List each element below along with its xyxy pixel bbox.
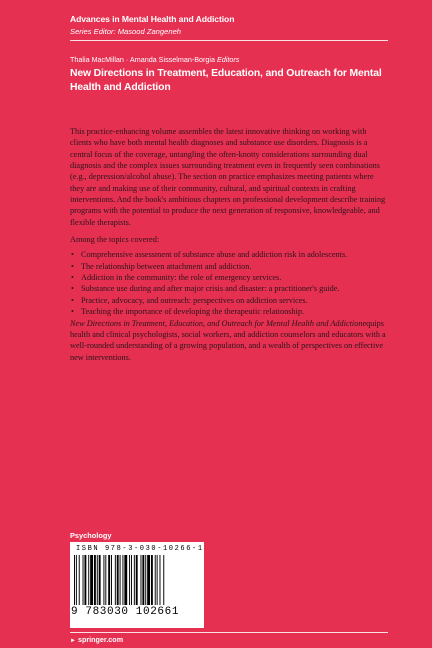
closing-paragraph: [70, 318, 388, 363]
series-title: Advances in Mental Health and Addiction: [70, 14, 235, 24]
list-item: • Substance use during and after major crisis and disaster: a practitioner's guide.: [70, 283, 388, 294]
topics-heading: Among the topics covered:: [70, 235, 160, 245]
publisher-website: [70, 635, 123, 644]
barcode-digits: 9 783030 102661: [71, 606, 180, 618]
book-title: New Directions in Treatment, Education, and Outreach for Mental Health and Addiction: [70, 68, 382, 93]
divider: [70, 40, 388, 41]
intro-paragraph: This practice-enhancing volume assembles the latest innovative thinking on working with clients who have both mental health diagnoses and substance use disorders. Diagnosis is a central focus of the coverage, untangling the often-knotty considerations surrounding dual diagnosis and the complex issues surrounding treatment even in frequently seen combinations (e.g., depression/alcohol abuse). The section on practice emphasizes meeting patients where they are and making use of their community, cultural, and spiritual contexts in crafting interventions. And the book's ambitious chapters on professional development describe training programs with the potential to produce the next generation of responsive, knowledgeable, and flexible therapists.: [70, 127, 386, 227]
book-editors: [70, 55, 239, 64]
topics-list: [70, 249, 388, 317]
website-text: springer.com: [77, 635, 124, 644]
barcode-icon: [74, 555, 200, 605]
description: [70, 126, 388, 363]
list-item: • Addiction in the community: the role of emergency services.: [70, 272, 388, 283]
divider: [70, 632, 388, 633]
list-item: • The relationship between attachment and addiction.: [70, 261, 388, 272]
closing-title: New Directions in Treatment, Education, and Outreach for Mental Health and Addiction: [70, 318, 363, 328]
editor-names: Thalia MacMillan · Amanda Sisselman-Borgia: [70, 55, 216, 64]
arrow-icon: ►: [70, 638, 76, 644]
closing-text: equips health and clinical psychologists, social workers, and addiction counselors and educators with a well-rounded understanding of a growing population, and a wealth of perspectives on effective new interventions.: [70, 318, 386, 362]
editor-role: Editors: [217, 55, 240, 64]
list-item: • Practice, advocacy, and outreach: perspectives on addiction services.: [70, 295, 388, 306]
subject-label: Psychology: [70, 531, 112, 540]
series-editor: Series Editor: Masood Zangeneh: [70, 27, 182, 36]
list-item: • Teaching the importance of developing the therapeutic relationship.: [70, 306, 388, 317]
barcode-box: [70, 542, 204, 628]
list-item: • Comprehensive assessment of substance abuse and addiction risk in adolescents.: [70, 249, 388, 260]
isbn-label: ISBN 978-3-030-10266-1: [76, 545, 204, 553]
